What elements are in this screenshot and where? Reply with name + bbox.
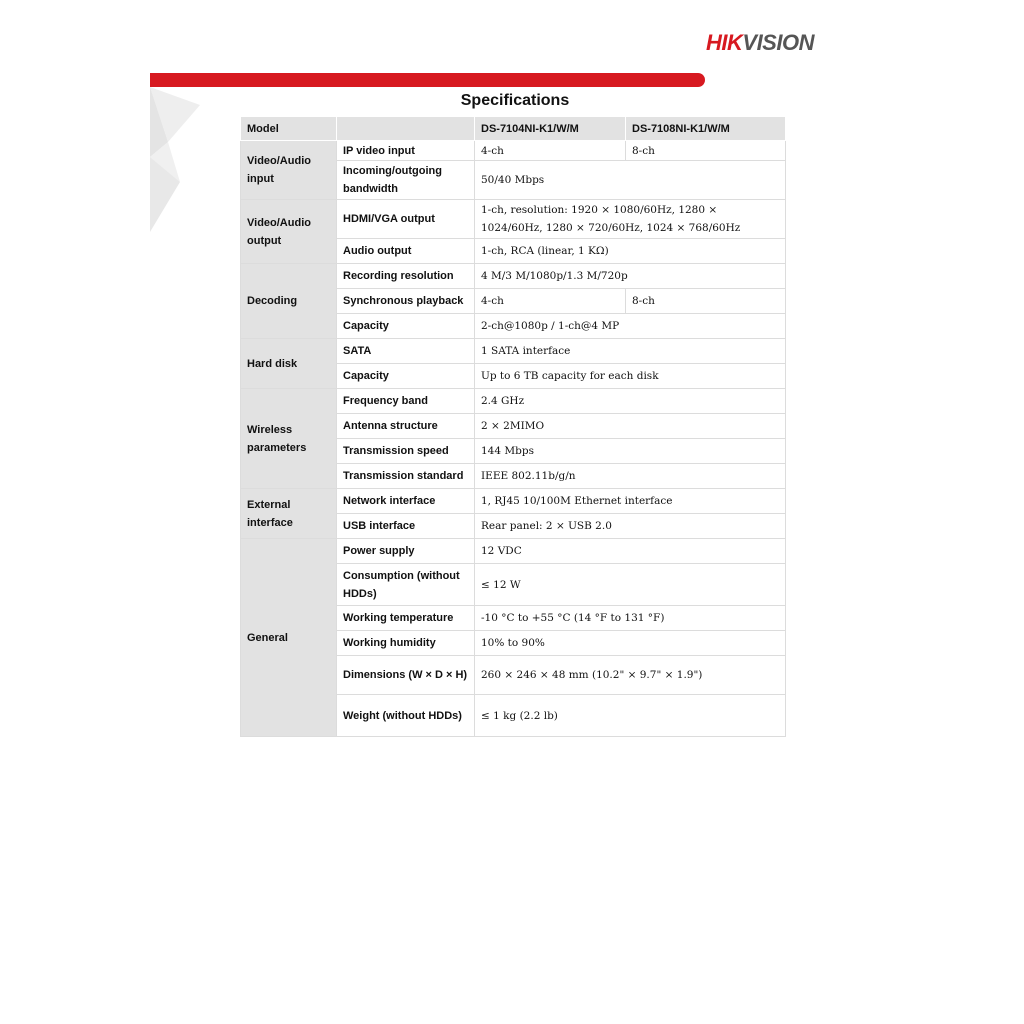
table-row: Working humidity 10% to 90% [241,631,786,656]
table-row: Wireless parameters Frequency band 2.4 GHz [241,389,786,414]
table-row: Working temperature -10 °C to +55 °C (14 °F to 131 °F) [241,606,786,631]
table-row: Synchronous playback 4-ch 8-ch [241,289,786,314]
table-row: Capacity 2-ch@1080p / 1-ch@4 MP [241,314,786,339]
model-label: Model [241,117,337,141]
table-row: Audio output 1-ch, RCA (linear, 1 KΩ) [241,239,786,264]
table-row: Antenna structure 2 × 2MIMO [241,414,786,439]
table-row: Video/Audio output HDMI/VGA output 1-ch, resolution: 1920 × 1080/60Hz, 1280 × 1024/60Hz, 1280 × 720/60Hz, 1024 × 768/60Hz [241,200,786,239]
table-row: Video/Audio input IP video input 4-ch 8-ch [241,141,786,161]
table-row: Decoding Recording resolution 4 M/3 M/1080p/1.3 M/720p [241,264,786,289]
model-1: DS-7104NI-K1/W/M [475,117,626,141]
table-row: Dimensions (W × D × H) 260 × 246 × 48 mm (10.2" × 9.7" × 1.9") [241,656,786,695]
category-video-audio-output: Video/Audio output [241,200,337,264]
table-row: USB interface Rear panel: 2 × USB 2.0 [241,514,786,539]
category-video-audio-input: Video/Audio input [241,141,337,200]
page-title: Specifications [460,92,570,109]
category-wireless: Wireless parameters [241,389,337,489]
category-hard-disk: Hard disk [241,339,337,389]
hikvision-logo: HIKVISION [706,30,814,55]
table-row: General Power supply 12 VDC [241,539,786,564]
table-row: External interface Network interface 1, RJ45 10/100M Ethernet interface [241,489,786,514]
specifications-table [240,116,786,737]
table-row: Transmission standard IEEE 802.11b/g/n [241,464,786,489]
header-red-bar [150,73,705,87]
table-header-row [241,117,786,141]
model-2: DS-7108NI-K1/W/M [626,117,786,141]
category-general: General [241,539,337,737]
table-row: Transmission speed 144 Mbps [241,439,786,464]
table-row: Capacity Up to 6 TB capacity for each disk [241,364,786,389]
table-row: Hard disk SATA 1 SATA interface [241,339,786,364]
table-row: Weight (without HDDs) ≤ 1 kg (2.2 lb) [241,695,786,737]
category-external-interface: External interface [241,489,337,539]
table-row: Consumption (without HDDs) ≤ 12 W [241,564,786,606]
category-decoding: Decoding [241,264,337,339]
table-row: Incoming/outgoing bandwidth 50/40 Mbps [241,161,786,200]
